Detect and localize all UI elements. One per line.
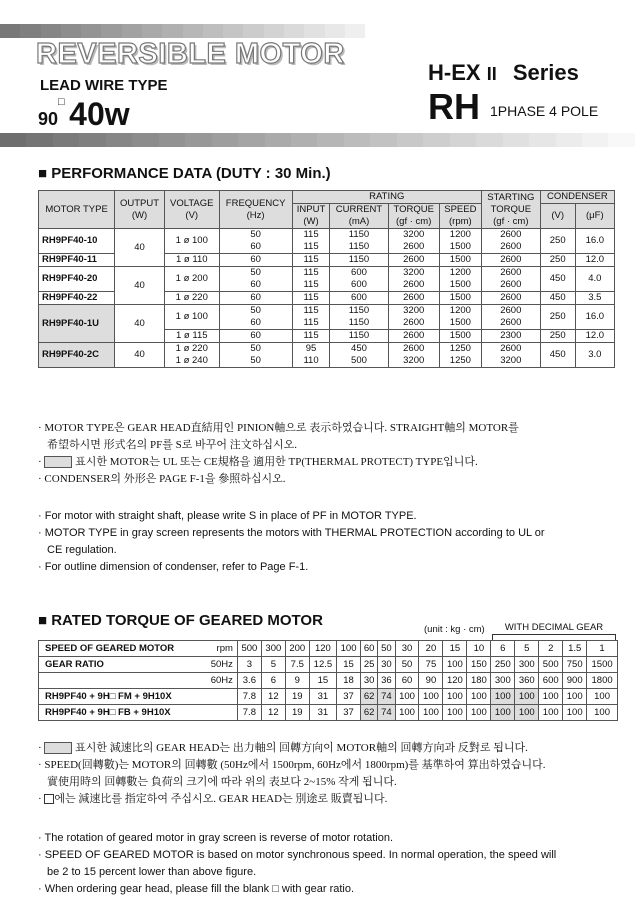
f-cell: 50 60 (219, 305, 292, 330)
torque-cell: 62 (361, 689, 378, 705)
condenser-uf-cell: 16.0 (575, 229, 614, 254)
speed-cell: 1.5 (563, 641, 587, 657)
speed-cell: 5 (515, 641, 539, 657)
condenser-v-cell: 250 (540, 229, 575, 254)
torque-cell: 100 (587, 689, 618, 705)
table-row (39, 229, 615, 254)
note-line: 希望하시면 形式名의 PF를 S로 바꾸어 注文하십시오. (47, 439, 297, 451)
combination-label-cell: RH9PF40 + 9H□ FM + 9H10X (39, 689, 238, 705)
voltage-cell: 1 ø 220 1 ø 240 (164, 343, 219, 368)
speed-label-cell: SPEED OF GEARED MOTOR rpm (39, 641, 238, 657)
th-motor-type: MOTOR TYPE (39, 191, 115, 229)
motor-type-cell: RH9PF40-20 (39, 267, 115, 292)
blank-square-icon (44, 794, 54, 804)
note-line: · For outline dimension of condenser, refer to Page F-1. (38, 561, 309, 573)
torque-cell: 7.8 (237, 689, 261, 705)
torque-cell: 31 (309, 705, 336, 721)
th-current: CURRENT (mA) (330, 204, 388, 229)
torque-cell: 2600 (388, 254, 439, 267)
speed-row (39, 641, 618, 657)
output-cell: 40 (115, 229, 165, 267)
notes-korean-2 (38, 740, 633, 808)
motor-type-cell: RH9PF40-10 (39, 229, 115, 254)
series-ii: II (486, 64, 497, 84)
ratio-cell: 30 (361, 673, 378, 689)
speed-cell: 20 (419, 641, 443, 657)
frame-size: 90 (38, 109, 59, 129)
ratio-cell: 150 (467, 657, 491, 673)
ratio-cell: 30 (378, 657, 395, 673)
output-cell: 40 (115, 305, 165, 343)
input-cell: 115 (292, 292, 330, 305)
speed-cell: 6 (491, 641, 515, 657)
torque-cell: 100 (419, 705, 443, 721)
torque-cell: 74 (378, 689, 395, 705)
torque-cell: 31 (309, 689, 336, 705)
condenser-v-cell: 450 (540, 267, 575, 292)
voltage-cell: 1 ø 200 (164, 267, 219, 292)
th-starting-torque: STARTING TORQUE (gf · cm) (481, 191, 540, 229)
table-row (39, 267, 615, 292)
speed-cell: 2 (539, 641, 563, 657)
ratio-cell: 5 (261, 657, 285, 673)
gray-box-icon (44, 456, 72, 468)
speed-cell: 1500 (439, 330, 481, 343)
note-line: 實使用時의 回轉數는 負荷의 크기에 따라 위의 表보다 2~15% 작게 됩니다. (47, 776, 397, 788)
speed-cell: 60 (361, 641, 378, 657)
gear-ratio-row (39, 673, 618, 689)
current-cell: 1150 (330, 330, 388, 343)
torque-cell: 2600 (388, 330, 439, 343)
input-cell: 115 (292, 330, 330, 343)
output-cell: 40 (115, 267, 165, 305)
power-rating: 40w (69, 96, 130, 132)
voltage-cell: 1 ø 220 (164, 292, 219, 305)
torque-cell: 3200 2600 (388, 267, 439, 292)
torque-cell: 2600 3200 (388, 343, 439, 368)
torque-cell: 100 (539, 689, 563, 705)
ratio-cell: 1800 (587, 673, 618, 689)
condenser-uf-cell: 4.0 (575, 267, 614, 292)
th-condenser: CONDENSER (540, 191, 614, 204)
condenser-uf-cell: 12.0 (575, 330, 614, 343)
ratio-cell: 500 (539, 657, 563, 673)
note-line: · MOTOR TYPE은 GEAR HEAD直結用인 PINION軸으로 表示하였습니다. STRAIGHT軸의 MOTOR를 (38, 422, 519, 434)
torque-cell: 100 (515, 689, 539, 705)
torque-cell: 100 (467, 689, 491, 705)
current-cell: 1150 (330, 254, 388, 267)
ratio-cell: 300 (515, 657, 539, 673)
ratio-cell: 18 (337, 673, 361, 689)
torque-cell: 19 (285, 689, 309, 705)
unit-label: (unit : kg · cm) (424, 624, 485, 635)
series-hex: H-EX (428, 60, 481, 85)
table-row (39, 343, 615, 368)
gear-ratio-label-cell: GEAR RATIO 50Hz (39, 657, 238, 673)
header-gradient-strip (0, 24, 365, 38)
table-row (39, 705, 618, 721)
torque-cell: 3200 2600 (388, 305, 439, 330)
torque-cell: 7.8 (237, 705, 261, 721)
torque-cell: 100 (467, 705, 491, 721)
performance-heading: ■ PERFORMANCE DATA (DUTY : 30 Min.) (38, 165, 331, 182)
ratio-cell: 7.5 (285, 657, 309, 673)
ratio-cell: 15 (309, 673, 336, 689)
ratio-cell: 360 (515, 673, 539, 689)
th-input: INPUT (W) (292, 204, 330, 229)
voltage-cell: 1 ø 100 (164, 305, 219, 330)
torque-cell: 12 (261, 689, 285, 705)
speed-cell: 500 (237, 641, 261, 657)
torque-cell: 100 (515, 705, 539, 721)
speed-cell: 120 (309, 641, 336, 657)
th-speed: SPEED (rpm) (439, 204, 481, 229)
note-line: be 2 to 15 percent lower than above figure. (47, 866, 257, 878)
table-row (39, 689, 618, 705)
output-cell: 40 (115, 343, 165, 368)
condenser-v-cell: 250 (540, 305, 575, 330)
speed-cell: 1200 1500 (439, 305, 481, 330)
current-cell: 1150 1150 (330, 229, 388, 254)
note-line: · 에는 減速比를 指定하여 주십시오. GEAR HEAD는 別途로 販賣됩니다. (38, 793, 388, 805)
condenser-v-cell: 250 (540, 330, 575, 343)
torque-cell: 100 (491, 689, 515, 705)
condenser-uf-cell: 3.5 (575, 292, 614, 305)
torque-cell: 100 (395, 689, 419, 705)
condenser-uf-cell: 3.0 (575, 343, 614, 368)
f-cell: 60 (219, 292, 292, 305)
ratio-cell: 60 (395, 673, 419, 689)
speed-cell: 30 (395, 641, 419, 657)
torque-cell: 19 (285, 705, 309, 721)
note-line: · The rotation of geared motor in gray screen is reverse of motor rotation. (38, 832, 394, 844)
torque-cell: 2600 (388, 292, 439, 305)
note-line: · When ordering gear head, please fill the blank □ with gear ratio. (38, 883, 355, 895)
th-output: OUTPUT (W) (115, 191, 165, 229)
speed-cell: 15 (443, 641, 467, 657)
speed-cell: 1500 (439, 254, 481, 267)
torque-cell: 100 (491, 705, 515, 721)
note-line: · 표시한 MOTOR는 UL 또는 CE規格을 適用한 TP(THERMAL PROTECT) TYPE입니다. (38, 456, 478, 468)
note-line: · CONDENSER의 外形은 PAGE F-1을 參照하십시오. (38, 473, 286, 485)
model-size (38, 96, 130, 133)
note-line: · SPEED OF GEARED MOTOR is based on motor synchronous speed. In normal operation, the speed will (38, 849, 557, 861)
speed-cell: 1200 1500 (439, 229, 481, 254)
ratio-cell: 300 (491, 673, 515, 689)
input-cell: 95 110 (292, 343, 330, 368)
input-cell: 115 115 (292, 267, 330, 292)
f-cell: 50 60 (219, 229, 292, 254)
voltage-cell: 1 ø 115 (164, 330, 219, 343)
condenser-uf-cell: 12.0 (575, 254, 614, 267)
ratio-cell: 1500 (587, 657, 618, 673)
torque-cell: 100 (563, 705, 587, 721)
th-torque: TORQUE (gf · cm) (388, 204, 439, 229)
note-line: · For motor with straight shaft, please write S in place of PF in MOTOR TYPE. (38, 510, 417, 522)
speed-cell: 1250 1250 (439, 343, 481, 368)
torque-cell: 100 (419, 689, 443, 705)
torque-cell: 3200 2600 (388, 229, 439, 254)
note-line: CE regulation. (47, 544, 117, 556)
ratio-cell: 9 (285, 673, 309, 689)
gray-box-icon (44, 742, 72, 754)
speed-cell: 200 (285, 641, 309, 657)
torque-cell: 37 (337, 705, 361, 721)
torque-cell: 37 (337, 689, 361, 705)
start-cell: 2600 2600 (481, 229, 540, 254)
performance-table (38, 190, 615, 368)
decimal-gear-label: WITH DECIMAL GEAR (492, 622, 616, 633)
start-cell: 2600 (481, 254, 540, 267)
start-cell: 2600 2600 (481, 305, 540, 330)
ratio-cell: 250 (491, 657, 515, 673)
note-line: · MOTOR TYPE in gray screen represents the motors with THERMAL PROTECTION according to UL or (38, 527, 545, 539)
current-cell: 1150 1150 (330, 305, 388, 330)
th-cond-uf: (μF) (575, 204, 614, 229)
notes-korean-1 (38, 420, 628, 488)
start-cell: 2600 2600 (481, 267, 540, 292)
speed-cell: 100 (337, 641, 361, 657)
current-cell: 600 600 (330, 267, 388, 292)
ratio-cell: 36 (378, 673, 395, 689)
ratio-cell: 75 (419, 657, 443, 673)
square-icon: □ (58, 96, 65, 108)
f-cell: 60 (219, 330, 292, 343)
gear-ratio-row (39, 657, 618, 673)
input-cell: 115 115 (292, 305, 330, 330)
page-title: REVERSIBLE MOTOR (36, 38, 345, 70)
th-cond-v: (V) (540, 204, 575, 229)
th-rating: RATING (292, 191, 481, 204)
torque-cell: 100 (443, 705, 467, 721)
condenser-v-cell: 450 (540, 343, 575, 368)
input-cell: 115 (292, 254, 330, 267)
ratio-cell: 100 (443, 657, 467, 673)
speed-cell: 1200 1500 (439, 267, 481, 292)
th-voltage: VOLTAGE (V) (164, 191, 219, 229)
motor-type-cell: RH9PF40-2C (39, 343, 115, 368)
speed-cell: 50 (378, 641, 395, 657)
speed-cell: 1 (587, 641, 618, 657)
speed-cell: 10 (467, 641, 491, 657)
torque-heading: ■ RATED TORQUE OF GEARED MOTOR (38, 612, 323, 629)
notes-english-2 (38, 830, 633, 898)
ratio-cell: 3 (237, 657, 261, 673)
gear-ratio-label-cell: 60Hz (39, 673, 238, 689)
torque-table (38, 640, 618, 721)
phase-label: 1PHASE 4 POLE (490, 103, 599, 119)
section-divider (0, 133, 635, 147)
torque-cell: 100 (563, 689, 587, 705)
ratio-cell: 750 (563, 657, 587, 673)
ratio-cell: 25 (361, 657, 378, 673)
current-cell: 450 500 (330, 343, 388, 368)
ratio-cell: 50 (395, 657, 419, 673)
ratio-cell: 120 (443, 673, 467, 689)
speed-cell: 300 (261, 641, 285, 657)
series-word: Series (512, 60, 579, 85)
current-cell: 600 (330, 292, 388, 305)
motor-type-cell: RH9PF40-1U (39, 305, 115, 343)
f-cell: 60 (219, 254, 292, 267)
ratio-cell: 12.5 (309, 657, 336, 673)
th-frequency: FREQUENCY (Hz) (219, 191, 292, 229)
lead-wire-type: LEAD WIRE TYPE (40, 77, 168, 94)
condenser-v-cell: 250 (540, 254, 575, 267)
torque-cell: 12 (261, 705, 285, 721)
voltage-cell: 1 ø 110 (164, 254, 219, 267)
condenser-uf-cell: 16.0 (575, 305, 614, 330)
torque-cell: 100 (443, 689, 467, 705)
speed-cell: 1500 (439, 292, 481, 305)
f-cell: 50 60 (219, 267, 292, 292)
start-cell: 2600 3200 (481, 343, 540, 368)
series-name (428, 60, 579, 86)
ratio-cell: 3.6 (237, 673, 261, 689)
start-cell: 2300 (481, 330, 540, 343)
ratio-cell: 900 (563, 673, 587, 689)
ratio-cell: 600 (539, 673, 563, 689)
ratio-cell: 90 (419, 673, 443, 689)
combination-label-cell: RH9PF40 + 9H□ FB + 9H10X (39, 705, 238, 721)
table-row (39, 305, 615, 330)
note-line: · 표시한 減速比의 GEAR HEAD는 出力軸의 回轉方向이 MOTOR軸의 回轉方向과 反對로 됩니다. (38, 742, 528, 754)
motor-type-cell: RH9PF40-11 (39, 254, 115, 267)
start-cell: 2600 (481, 292, 540, 305)
input-cell: 115 115 (292, 229, 330, 254)
torque-cell: 100 (587, 705, 618, 721)
condenser-v-cell: 450 (540, 292, 575, 305)
motor-type-cell: RH9PF40-22 (39, 292, 115, 305)
ratio-cell: 180 (467, 673, 491, 689)
ratio-cell: 6 (261, 673, 285, 689)
note-line: · SPEED(回轉數)는 MOTOR의 回轉數 (50Hz에서 1500rpm, 60Hz에서 1800rpm)를 基準하여 算出하였습니다. (38, 759, 546, 771)
torque-cell: 74 (378, 705, 395, 721)
rh-logo: RH (428, 86, 480, 127)
torque-cell: 100 (539, 705, 563, 721)
voltage-cell: 1 ø 100 (164, 229, 219, 254)
torque-cell: 62 (361, 705, 378, 721)
ratio-cell: 15 (337, 657, 361, 673)
torque-cell: 100 (395, 705, 419, 721)
f-cell: 50 50 (219, 343, 292, 368)
notes-english-1 (38, 508, 628, 576)
